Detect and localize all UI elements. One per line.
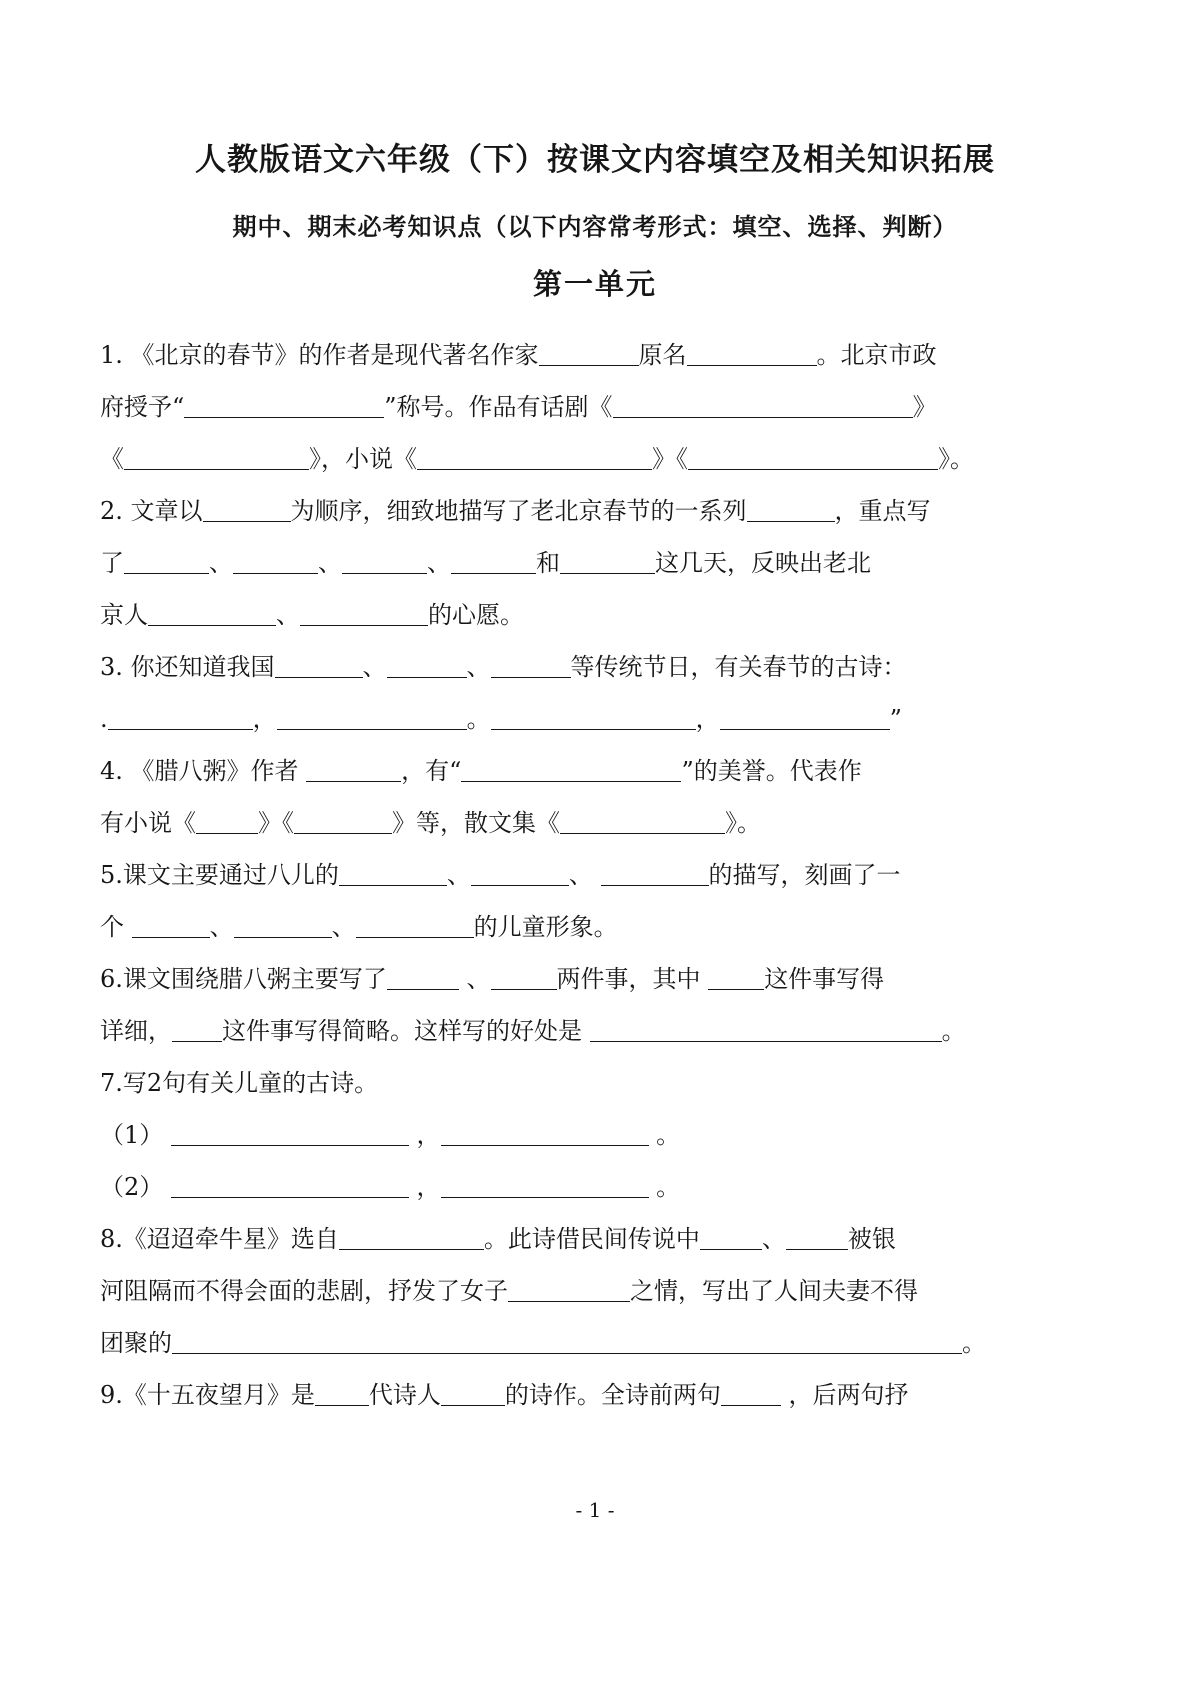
question-text: 4. 《腊八粥》作者 xyxy=(100,757,307,786)
fill-in-blank xyxy=(356,915,474,938)
fill-in-blank xyxy=(275,655,363,678)
fill-in-blank xyxy=(387,967,459,990)
fill-in-blank xyxy=(721,1383,781,1406)
question-text: 1. 《北京的春节》的作者是现代著名作家 xyxy=(100,341,539,370)
fill-in-blank xyxy=(342,551,427,574)
question-text: 5.课文主要通过八儿的 xyxy=(100,861,339,890)
question-text: 、 xyxy=(446,861,471,890)
question-text: ， xyxy=(408,1121,441,1150)
question-line xyxy=(100,433,1090,485)
question-text: 之情，写出了人间夫妻不得 xyxy=(630,1277,918,1306)
fill-in-blank xyxy=(172,1019,222,1042)
question-text: ”的美誉。代表作 xyxy=(681,757,862,786)
question-line xyxy=(100,1213,1090,1265)
question-line xyxy=(100,797,1090,849)
question-text: ， xyxy=(695,705,720,734)
question-line xyxy=(100,1005,1090,1057)
question-text: ” xyxy=(889,705,902,734)
question-line xyxy=(100,1265,1090,1317)
fill-in-blank xyxy=(148,603,276,626)
question-line xyxy=(100,849,1090,901)
question-text: ， xyxy=(408,1173,441,1202)
question-text: 3. 你还知道我国 xyxy=(100,653,275,682)
fill-in-blank xyxy=(294,811,392,834)
fill-in-blank xyxy=(720,707,890,730)
question-text: 团聚的 xyxy=(100,1329,172,1358)
question-text: 。北京市政 xyxy=(816,341,937,370)
question-text: ，有“ xyxy=(401,757,462,786)
fill-in-blank xyxy=(172,1331,962,1354)
question-text: 河阻隔而不得会面的悲剧，抒发了女子 xyxy=(100,1277,508,1306)
question-list xyxy=(100,329,1090,1421)
fill-in-blank xyxy=(315,1383,369,1406)
fill-in-blank xyxy=(613,395,913,418)
fill-in-blank xyxy=(687,343,817,366)
question-text: 2. 文章以 xyxy=(100,497,203,526)
question-text: 。 xyxy=(962,1329,986,1358)
fill-in-blank xyxy=(560,551,655,574)
fill-in-blank xyxy=(539,343,639,366)
fill-in-blank xyxy=(196,811,258,834)
question-line xyxy=(100,901,1090,953)
question-text: . xyxy=(100,705,108,734)
question-text: 。 xyxy=(648,1121,681,1150)
question-text: 原名 xyxy=(638,341,687,370)
question-text: 。 xyxy=(941,1017,966,1046)
question-text: 的描写，刻画了一 xyxy=(708,861,901,890)
question-text: 的心愿。 xyxy=(428,601,524,630)
question-line xyxy=(100,953,1090,1005)
question-line xyxy=(100,1369,1090,1421)
question-text: 》。 xyxy=(725,809,761,838)
question-line xyxy=(100,589,1090,641)
question-text: ， xyxy=(252,705,277,734)
question-text: 》等，散文集《 xyxy=(392,809,560,838)
fill-in-blank xyxy=(339,1227,484,1250)
question-line xyxy=(100,329,1090,381)
question-line xyxy=(100,485,1090,537)
question-text: 这件事写得简略。这样写的好处是 xyxy=(222,1017,590,1046)
question-text: 和 xyxy=(536,549,560,578)
question-text: 6.课文围绕腊八粥主要写了 xyxy=(100,965,387,994)
fill-in-blank xyxy=(171,1175,409,1198)
fill-in-blank xyxy=(171,1123,409,1146)
fill-in-blank xyxy=(491,967,557,990)
page-number: - 1 - xyxy=(575,1498,615,1522)
question-5 xyxy=(100,849,1090,953)
fill-in-blank xyxy=(441,1383,505,1406)
fill-in-blank xyxy=(441,1175,649,1198)
fill-in-blank xyxy=(688,447,938,470)
question-text: 个 xyxy=(100,913,132,942)
question-line xyxy=(100,693,1090,745)
question-text: 等传统节日，有关春节的古诗： xyxy=(570,653,907,682)
document-title: 人教版语文六年级（下）按课文内容填空及相关知识拓展 xyxy=(195,142,995,178)
question-text: 。 xyxy=(648,1173,681,1202)
question-text: 9.《十五夜望月》是 xyxy=(100,1381,315,1410)
question-line xyxy=(100,381,1090,433)
fill-in-blank xyxy=(441,1123,649,1146)
question-text: 京人 xyxy=(100,601,148,630)
fill-in-blank xyxy=(339,863,447,886)
question-text: ，重点写 xyxy=(834,497,931,526)
fill-in-blank xyxy=(300,603,428,626)
fill-in-blank xyxy=(491,655,571,678)
question-text: 、 xyxy=(318,549,342,578)
fill-in-blank xyxy=(306,759,401,782)
question-4 xyxy=(100,745,1090,849)
question-8 xyxy=(100,1213,1090,1369)
question-1 xyxy=(100,329,1090,485)
fill-in-blank xyxy=(124,551,209,574)
section-heading: 第一单元 xyxy=(532,267,657,302)
question-text: 》，小说《 xyxy=(309,445,417,474)
question-text: ，后两句抒 xyxy=(780,1381,909,1410)
question-text: ”称号。作品有话剧《 xyxy=(384,393,613,422)
document-subtitle: 期中、期末必考知识点（以下内容常考形式：填空、选择、判断） xyxy=(232,212,958,242)
question-line xyxy=(100,641,1090,693)
question-text: 。此诗借民间传说中 xyxy=(483,1225,700,1254)
question-9 xyxy=(100,1369,1090,1421)
question-line xyxy=(100,1109,1090,1161)
fill-in-blank xyxy=(277,707,467,730)
question-3 xyxy=(100,641,1090,745)
fill-in-blank xyxy=(708,967,764,990)
question-text: 》《 xyxy=(258,809,294,838)
question-text: 8.《迢迢牵牛星》选自 xyxy=(100,1225,339,1254)
question-text: 被银 xyxy=(847,1225,896,1254)
fill-in-blank xyxy=(203,499,291,522)
question-7 xyxy=(100,1057,1090,1213)
fill-in-blank xyxy=(233,551,318,574)
question-text: 、 xyxy=(466,653,491,682)
question-line xyxy=(100,1161,1090,1213)
question-text: 这件事写得 xyxy=(764,965,885,994)
fill-in-blank xyxy=(461,759,681,782)
question-text: 》 xyxy=(912,393,937,422)
question-text: 、 xyxy=(331,913,356,942)
question-line xyxy=(100,537,1090,589)
question-text: 、 xyxy=(458,965,491,994)
fill-in-blank xyxy=(184,395,384,418)
question-line xyxy=(100,1057,1090,1109)
question-text: 有小说《 xyxy=(100,809,196,838)
question-text: （2） xyxy=(100,1173,171,1202)
question-2 xyxy=(100,485,1090,641)
fill-in-blank xyxy=(387,655,467,678)
question-text: 的儿童形象。 xyxy=(473,913,618,942)
question-line xyxy=(100,1317,1090,1369)
fill-in-blank xyxy=(108,707,253,730)
question-text: 、 xyxy=(568,861,601,890)
fill-in-blank xyxy=(234,915,332,938)
question-text: 这几天，反映出老北 xyxy=(655,549,871,578)
question-6 xyxy=(100,953,1090,1057)
question-text: 的诗作。全诗前两句 xyxy=(504,1381,721,1410)
question-line xyxy=(100,745,1090,797)
question-text: 7.写2句有关儿童的古诗。 xyxy=(100,1069,379,1098)
question-text: 、 xyxy=(761,1225,786,1254)
question-text: 。 xyxy=(466,705,491,734)
question-text: 了 xyxy=(100,549,124,578)
question-text: 、 xyxy=(209,549,233,578)
fill-in-blank xyxy=(747,499,835,522)
fill-in-blank xyxy=(601,863,709,886)
question-text: 》。 xyxy=(938,445,974,474)
question-text: 》《 xyxy=(652,445,688,474)
fill-in-blank xyxy=(491,707,696,730)
question-text: 、 xyxy=(362,653,387,682)
fill-in-blank xyxy=(132,915,210,938)
question-text: 详细， xyxy=(100,1017,172,1046)
fill-in-blank xyxy=(124,447,309,470)
fill-in-blank xyxy=(590,1019,942,1042)
fill-in-blank xyxy=(451,551,536,574)
fill-in-blank xyxy=(471,863,569,886)
question-text: 府授予“ xyxy=(100,393,185,422)
question-text: （1） xyxy=(100,1121,171,1150)
question-text: 、 xyxy=(209,913,234,942)
fill-in-blank xyxy=(560,811,725,834)
question-text: 、 xyxy=(427,549,451,578)
question-text: 两件事，其中 xyxy=(556,965,709,994)
fill-in-blank xyxy=(700,1227,762,1250)
question-text: 为顺序，细致地描写了老北京春节的一系列 xyxy=(290,497,747,526)
question-text: 代诗人 xyxy=(368,1381,441,1410)
question-text: 、 xyxy=(276,601,300,630)
fill-in-blank xyxy=(417,447,652,470)
question-text: 《 xyxy=(100,445,124,474)
fill-in-blank xyxy=(508,1279,630,1302)
fill-in-blank xyxy=(786,1227,848,1250)
